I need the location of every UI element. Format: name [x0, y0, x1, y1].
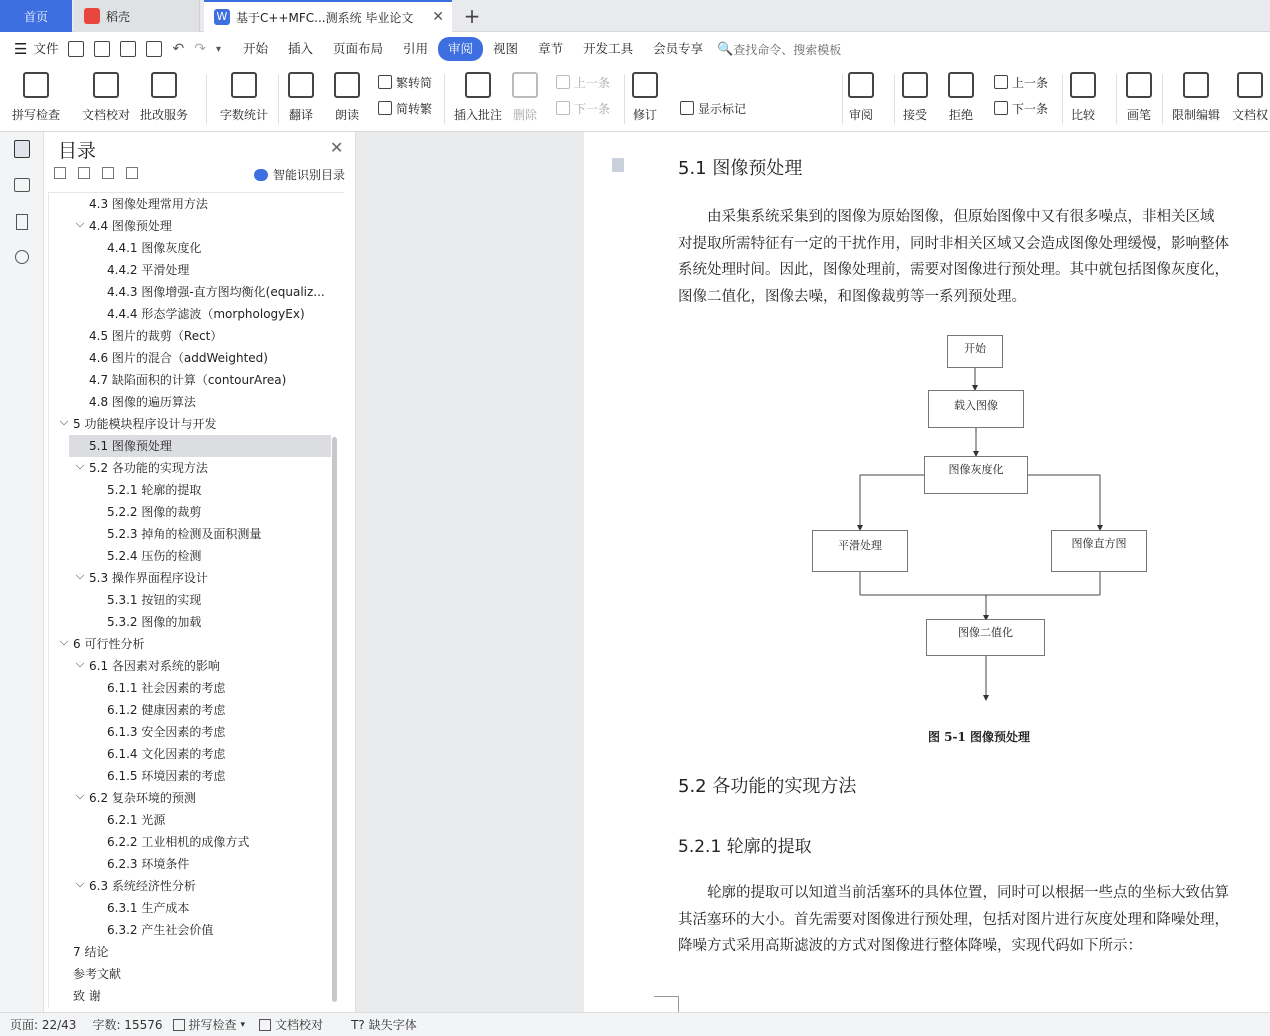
expand-up-icon[interactable]: [78, 167, 90, 179]
separator: [1116, 74, 1117, 124]
reject-button[interactable]: [948, 70, 974, 128]
toc-item[interactable]: [69, 435, 331, 457]
toc-scrollbar[interactable]: [332, 437, 337, 1002]
flow-smoothing: 平滑处理: [812, 530, 908, 572]
toc-item[interactable]: [49, 479, 339, 501]
compare-icon: [1070, 72, 1096, 98]
toc-item[interactable]: [49, 413, 339, 435]
toc-item[interactable]: [49, 699, 339, 721]
accept-label: 接受: [902, 108, 927, 122]
chevron-down-icon[interactable]: [60, 637, 68, 645]
search-icon: 🔍: [717, 41, 734, 57]
toc-item[interactable]: [49, 611, 339, 633]
flow-grayscale: 图像灰度化: [924, 456, 1028, 494]
delete-comment-icon: [512, 72, 538, 98]
restrict-label: 限制编辑: [1172, 108, 1221, 122]
reject-label: 拒绝: [948, 108, 973, 122]
insert-comment-label: 插入批注: [454, 108, 503, 122]
toc-item-label: 5.3.1 按钮的实现: [107, 593, 202, 607]
toc-item[interactable]: [49, 985, 339, 1007]
toc-item-label: 6 可行性分析: [73, 637, 145, 651]
restrict-icon: [1183, 72, 1209, 98]
flow-binarize: 图像二值化: [926, 619, 1045, 656]
status-bar: [0, 1012, 1270, 1036]
toc-item-label: 6.2.1 光源: [107, 813, 166, 827]
review-icon: [848, 72, 874, 98]
toc-item-label: 7 结论: [73, 945, 109, 959]
spell-check-label: 拼写检查: [12, 108, 61, 122]
chevron-down-icon[interactable]: [76, 659, 84, 667]
export-pdf-icon[interactable]: [94, 41, 110, 57]
tab-home[interactable]: [0, 0, 72, 32]
prev-comment-label: 上一条: [574, 75, 611, 90]
plus-icon: +: [463, 4, 481, 28]
toc-item-label: 参考文献: [73, 967, 122, 981]
text-line: 对提取所需特征有一定的干扰作用，同时非相关区域又会造成图像处理缓慢，影响整体: [678, 235, 1229, 252]
text-line: 轮廓的提取可以知道当前活塞环的具体位置，同时可以根据一些点的坐标大致估算: [707, 885, 1229, 901]
convert-icon: [378, 101, 392, 115]
trad-to-simp-button[interactable]: [378, 72, 432, 92]
hamburger-icon[interactable]: ☰: [14, 40, 28, 58]
chevron-down-icon[interactable]: [76, 879, 84, 887]
reject-icon: [948, 72, 974, 98]
toc-item[interactable]: [49, 457, 339, 479]
prev-change-button[interactable]: [994, 72, 1048, 92]
collapse-all-icon[interactable]: [54, 167, 66, 179]
next-change-icon: [994, 101, 1008, 115]
pen-icon: [1126, 72, 1152, 98]
redo-icon[interactable]: ↷: [194, 41, 206, 57]
toc-item-label: 6.1.3 安全因素的考虑: [107, 725, 226, 739]
toc-item[interactable]: [49, 281, 339, 303]
save-icon[interactable]: [68, 41, 84, 57]
menu-layout[interactable]: 页面布局: [333, 41, 384, 56]
toc-item-label: 6.2.3 环境条件: [107, 857, 190, 871]
page-indicator[interactable]: 页面: 22/43: [10, 1018, 77, 1032]
toc-item[interactable]: [49, 347, 339, 369]
toc-item[interactable]: [49, 633, 339, 655]
toc-item[interactable]: [49, 853, 339, 875]
toc-item[interactable]: [49, 831, 339, 853]
missing-font[interactable]: [351, 1016, 417, 1033]
doc-proofread-button[interactable]: [82, 70, 130, 128]
proofread-icon: [259, 1019, 271, 1031]
toc-item-label: 5.3 操作界面程序设计: [89, 571, 208, 585]
toc-item[interactable]: [49, 259, 339, 281]
separator: [842, 74, 843, 124]
prev-change-icon: [994, 75, 1008, 89]
next-comment-label: 下一条: [574, 101, 611, 116]
pen-label: 画笔: [1126, 108, 1151, 122]
menu-member[interactable]: 会员专享: [653, 41, 704, 56]
accept-button[interactable]: [902, 70, 928, 128]
figure-caption: 图 5-1 图像预处理: [928, 730, 1031, 744]
chevron-down-icon[interactable]: [60, 417, 68, 425]
menu-view[interactable]: 视图: [493, 41, 519, 56]
tab-document[interactable]: [204, 0, 452, 32]
toc-item[interactable]: [49, 963, 339, 985]
flow-load-image: 载入图像: [928, 390, 1024, 428]
tab-document-label: 基于C++MFC...测系统 毕业论文: [236, 10, 414, 25]
show-markup-button[interactable]: [680, 98, 746, 118]
toc-item[interactable]: [49, 765, 339, 787]
menu-devtools[interactable]: 开发工具: [583, 41, 634, 56]
comment-icon: [465, 72, 491, 98]
toc-item-label: 6.3.1 生产成本: [107, 901, 190, 915]
status-spell-check[interactable]: [173, 1016, 246, 1033]
next-comment-icon: [556, 101, 570, 115]
toc-item[interactable]: [49, 325, 339, 347]
separator: [1162, 74, 1163, 124]
text-line: 系统处理时间。因此，图像处理前，需要对图像进行预处理。其中就包括图像灰度化，: [678, 262, 1229, 278]
new-tab-button[interactable]: [460, 0, 484, 32]
smart-toc-button[interactable]: [254, 166, 345, 183]
read-aloud-icon: [334, 72, 360, 98]
add-heading-icon[interactable]: [102, 167, 114, 179]
tab-home-label: 首页: [23, 9, 48, 24]
prev-comment-button[interactable]: [556, 72, 610, 92]
track-changes-icon: [632, 72, 658, 98]
toc-item-label: 5 功能模块程序设计与开发: [73, 417, 217, 431]
text-line: 图像二值化，图像去噪，和图像裁剪等一系列预处理。: [678, 288, 1026, 305]
heading-5-2: 5.2 各功能的实现方法: [678, 776, 857, 797]
menu-reference[interactable]: 引用: [403, 41, 429, 56]
restrict-editing-button[interactable]: [1172, 70, 1220, 128]
toc-item[interactable]: [49, 193, 339, 215]
toc-item[interactable]: [49, 787, 339, 809]
toc-panel-icon[interactable]: [14, 140, 30, 158]
translate-button[interactable]: [288, 70, 314, 128]
next-comment-button[interactable]: [556, 98, 610, 118]
doc-permission-button[interactable]: [1232, 70, 1268, 128]
paragraph-menu-icon[interactable]: [612, 158, 624, 172]
tab-daoke[interactable]: [74, 0, 200, 32]
close-icon[interactable]: ✕: [432, 9, 444, 25]
batch-icon: [151, 72, 177, 98]
review-label: 审阅: [848, 108, 873, 122]
separator: [206, 74, 207, 124]
paragraph-5-1: [678, 204, 1270, 310]
chevron-down-icon[interactable]: [76, 219, 84, 227]
spell-check-icon: [23, 72, 49, 98]
toc-item[interactable]: [49, 589, 339, 611]
toc-item-label: 4.4.3 图像增强-直方图均衡化(equaliz...: [107, 285, 325, 299]
toc-item[interactable]: [49, 809, 339, 831]
status-spell-label: 拼写检查: [188, 1018, 237, 1032]
show-markup-label: 显示标记: [698, 101, 747, 116]
word-count-label: 字数统计: [220, 108, 269, 122]
toc-item-label: 5.2.3 掉角的检测及面积测量: [107, 527, 262, 541]
batch-label: 批改服务: [140, 108, 189, 122]
smart-toc-label: 智能识别目录: [273, 168, 346, 182]
print-preview-icon[interactable]: [146, 41, 162, 57]
document-page[interactable]: [584, 132, 1270, 1012]
permission-label: 文档权: [1232, 108, 1269, 122]
toc-item[interactable]: [49, 941, 339, 963]
toc-item-label: 4.8 图像的遍历算法: [89, 395, 196, 409]
toc-item-label: 5.2 各功能的实现方法: [89, 461, 208, 475]
toc-item[interactable]: [49, 743, 339, 765]
close-icon[interactable]: ✕: [330, 138, 344, 157]
writer-icon: W: [214, 9, 230, 25]
proofread-label: 文档校对: [82, 108, 131, 122]
flow-start: 开始: [947, 335, 1003, 368]
toc-item-label: 4.3 图像处理常用方法: [89, 197, 208, 211]
s2t-label: 简转繁: [396, 101, 433, 116]
heading-5-1: 5.1 图像预处理: [678, 158, 803, 179]
separator: [444, 74, 445, 124]
menu-insert[interactable]: 插入: [287, 41, 313, 56]
convert-icon: [378, 75, 392, 89]
toc-item-label: 5.2.4 压伤的检测: [107, 549, 202, 563]
chevron-down-icon[interactable]: [76, 791, 84, 799]
toc-item[interactable]: [49, 215, 339, 237]
word-count-indicator[interactable]: 字数: 15576: [92, 1018, 163, 1032]
accept-icon: [902, 72, 928, 98]
t2s-label: 繁转简: [396, 75, 433, 90]
undo-icon[interactable]: ↶: [172, 41, 185, 57]
chevron-down-icon[interactable]: ▾: [215, 43, 221, 55]
toc-item-label: 6.1.5 环境因素的考虑: [107, 769, 226, 783]
toc-title: 目录: [58, 140, 97, 162]
batch-service-button[interactable]: [140, 70, 188, 128]
toc-item[interactable]: [49, 677, 339, 699]
toc-item[interactable]: [49, 501, 339, 523]
separator: [1062, 74, 1063, 124]
toc-item[interactable]: [49, 567, 339, 589]
simp-to-trad-button[interactable]: [378, 98, 432, 118]
chevron-down-icon: ▾: [240, 1019, 246, 1030]
next-change-button[interactable]: [994, 98, 1048, 118]
toc-item-label: 4.5 图片的裁剪（Rect）: [89, 329, 223, 343]
toc-item[interactable]: [49, 897, 339, 919]
outline-icon[interactable]: [14, 178, 30, 192]
chevron-down-icon[interactable]: [76, 461, 84, 469]
separator: [894, 74, 895, 124]
word-count-button[interactable]: [220, 70, 268, 128]
status-proof-label: 文档校对: [275, 1018, 324, 1032]
smart-icon: [254, 169, 268, 181]
toc-item-label: 6.2.2 工业相机的成像方式: [107, 835, 250, 849]
delete-comment-button[interactable]: [512, 70, 538, 128]
toc-item-label: 5.3.2 图像的加载: [107, 615, 202, 629]
toc-item-label: 6.1.2 健康因素的考虑: [107, 703, 226, 717]
toc-item-label: 6.3 系统经济性分析: [89, 879, 196, 893]
toc-item-label: 致 谢: [73, 989, 101, 1003]
permission-icon: [1237, 72, 1263, 98]
track-changes-label: 修订: [632, 108, 657, 122]
remove-heading-icon[interactable]: [126, 167, 138, 179]
toc-item-label: 4.6 图片的混合（addWeighted): [89, 351, 268, 365]
text-line: 降噪方式采用高斯滤波的方式对图像进行整体降噪，实现代码如下所示：: [678, 938, 1142, 954]
toc-item-label: 6.2 复杂环境的预测: [89, 791, 196, 805]
toc-item[interactable]: [49, 369, 339, 391]
toc-item-label: 4.4.1 图像灰度化: [107, 241, 202, 255]
spell-check-icon: [173, 1019, 185, 1031]
menu-start[interactable]: 开始: [242, 41, 268, 56]
command-search[interactable]: 查找命令、搜索模板: [733, 42, 842, 57]
toc-item[interactable]: [49, 655, 339, 677]
toc-item-label: 5.1 图像预处理: [89, 439, 172, 453]
word-count-icon: [231, 72, 257, 98]
bookmark-icon[interactable]: [16, 214, 28, 230]
toc-item-label: 6.3.2 产生社会价值: [107, 923, 214, 937]
toc-item-label: 4.7 缺陷面积的计算（contourArea): [89, 373, 287, 387]
separator: [278, 74, 279, 124]
font-icon: T?: [351, 1017, 365, 1032]
toc-panel: [44, 132, 356, 1012]
prev-change-label: 上一条: [1012, 75, 1049, 90]
toc-item[interactable]: [49, 391, 339, 413]
compare-button[interactable]: [1070, 70, 1096, 128]
heading-5-2-1: 5.2.1 轮廓的提取: [678, 837, 812, 857]
toc-item[interactable]: [49, 545, 339, 567]
read-aloud-label: 朗读: [334, 108, 359, 122]
read-aloud-button[interactable]: [334, 70, 360, 128]
next-change-label: 下一条: [1012, 101, 1049, 116]
prev-comment-icon: [556, 75, 570, 89]
tab-bar: [0, 0, 1270, 32]
review-pane-button[interactable]: [848, 70, 874, 128]
text-line: 由采集系统采集到的图像为原始图像，但原始图像中又有很多噪点，非相关区域: [707, 209, 1215, 225]
translate-icon: [288, 72, 314, 98]
show-markup-icon: [680, 101, 694, 115]
toc-item-label: 6.1.1 社会因素的考虑: [107, 681, 226, 695]
missing-font-label: 缺失字体: [368, 1018, 417, 1032]
separator: [624, 74, 625, 124]
toc-item[interactable]: [49, 237, 339, 259]
translate-label: 翻译: [288, 108, 313, 122]
toc-item[interactable]: [49, 919, 339, 941]
toc-item[interactable]: [49, 303, 339, 325]
toc-item-label: 6.1.4 文化因素的考虑: [107, 747, 226, 761]
chevron-down-icon[interactable]: [76, 571, 84, 579]
tab-daoke-label: 稻壳: [106, 9, 131, 24]
menu-review[interactable]: 审阅: [438, 37, 483, 61]
status-proofread[interactable]: [259, 1016, 323, 1033]
print-icon[interactable]: [120, 41, 136, 57]
toc-item-label: 4.4.4 形态学滤波（morphologyEx): [107, 307, 305, 321]
nav-rail: [0, 132, 44, 1012]
toc-item[interactable]: [49, 875, 339, 897]
toc-item-label: 5.2.2 图像的裁剪: [107, 505, 202, 519]
menu-file[interactable]: 文件: [33, 41, 59, 56]
menu-bar: [0, 32, 1270, 66]
toc-item[interactable]: [49, 523, 339, 545]
text-line: 其活塞环的大小。首先需要对图像进行预处理，包括对图片进行灰度处理和降噪处理，: [678, 911, 1229, 928]
toc-item-label: 5.2.1 轮廓的提取: [107, 483, 202, 497]
toc-list: [48, 192, 344, 1008]
search-icon[interactable]: [15, 250, 29, 264]
track-changes-button[interactable]: [632, 70, 658, 128]
pen-button[interactable]: [1126, 70, 1152, 128]
compare-label: 比较: [1070, 108, 1095, 122]
toc-item-label: 4.4.2 平滑处理: [107, 263, 190, 277]
daoke-icon: [84, 8, 100, 24]
toc-item-label: 6.1 各因素对系统的影响: [89, 659, 220, 673]
flow-histogram: 图像直方图: [1051, 530, 1147, 572]
margin-mark: [678, 996, 679, 1012]
spell-check-button[interactable]: [12, 70, 60, 128]
toc-item[interactable]: [49, 721, 339, 743]
page-gutter: [356, 132, 584, 1012]
toc-item-label: 4.4 图像预处理: [89, 219, 172, 233]
menu-section[interactable]: 章节: [538, 41, 564, 56]
insert-comment-button[interactable]: [454, 70, 502, 128]
proofread-icon: [93, 72, 119, 98]
margin-mark: [654, 996, 678, 997]
review-ribbon: [0, 66, 1270, 132]
paragraph-5-2-1: [678, 880, 1270, 960]
delete-label: 删除: [512, 108, 537, 122]
